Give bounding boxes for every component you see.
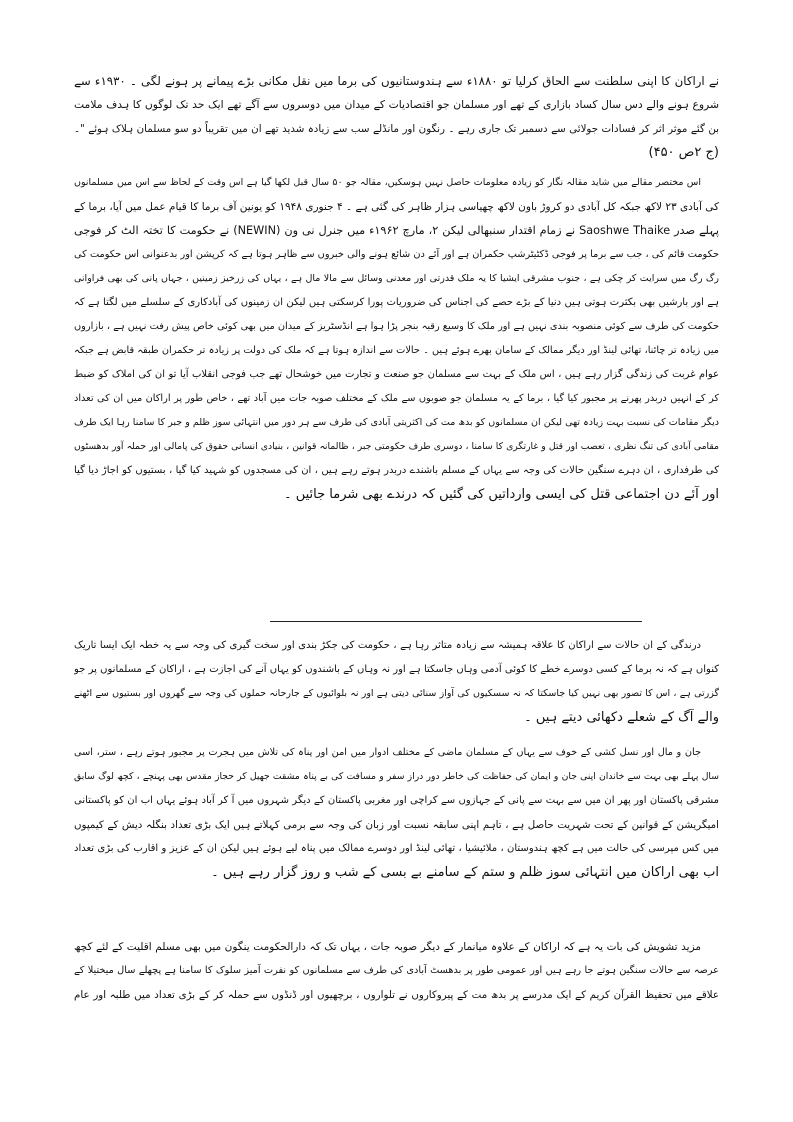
text-line: پہلے صدر Saoshwe Thaike نے زمام اقتدار سنبھالی لیکن ۲، مارچ ۱۹۶۲ء میں جنرل نی ون (NEWIN) نے حکومت کا تختہ الٹ کر فوجی (74, 224, 719, 237)
text-line: گزرتی ہے ، اس کا تصور بھی نہیں کیا جاسکتا کہ نہ سسکیوں کی آواز سنائی دیتی ہے اور نہ بلوائیوں کے جارحانہ حملوں کی وجہ سے گھروں اور بستیوں سے اٹھنے (74, 688, 719, 699)
text-line: علاقے میں تحفیظ القرآن کریم کے ایک مدرسے پر بدھ مت کے پیروکاروں نے تلواروں ، برچھیوں اور ڈنڈوں سے حملہ کر کے بڑی تعداد میں طلبہ اور عام (74, 989, 719, 1001)
text-line: حکومت کی طرف سے کوئی منصوبہ بندی نہیں ہے اور ملک کا وسیع رقبہ بنجر پڑا ہوا ہے انڈسٹریز کے میدان میں بھی کوئی خاص پیش رفت نہیں ہے ، بازاروں (74, 321, 719, 332)
text-line: میں کس مپرسی کی حالت میں ہے کچھ ہندوستان ، ملائیشیا ، تھائی لینڈ اور دوسرے ممالک میں پناہ لیے ہوئے ہیں لیکن ان کے عزیز و اقارب کی بڑی تعداد (74, 843, 719, 854)
text-line: کر کے انہیں دربدر پھرنے پر مجبور کیا گیا ، برما کے یہ مسلمان جو صوبوں سے ملک کے مختلف صوبہ جات میں آباد تھے ، خاص طور پر اراکان میں ان کی تعداد (74, 393, 719, 404)
paragraph-1 (74, 69, 719, 165)
text-line: عوام غربت کی زندگی گزار رہے ہیں ، اس ملک کے بہت سے مسلمان جو صنعت و تجارت میں خوشحال تھے جب فوجی انقلاب آیا تو ان کی املاک کو ضبط (74, 369, 719, 380)
text-line: اس مختصر مقالے میں شاید مقالہ نگار کو زیادہ معلومات حاصل نہیں ہوسکیں، مقالہ جو ۵۰ سال قبل لکھا گیا ہے اس وقت کے لحاظ سے اس میں مسلمانوں (74, 177, 701, 188)
section-divider (270, 621, 642, 622)
citation-line: (ج ۲ص ۴۵۰) (648, 145, 719, 160)
text-line: رگ رگ میں سرایت کر چکی ہے ، جنوب مشرقی ایشیا کا یہ ملک قدرتی اور معدنی وسائل سے مالا مال ہے ، یہاں کی زرخیز زمینیں ، جہاں پانی کی بھی فراوانی (74, 273, 719, 284)
text-line: اب بھی اراکان میں انتہائی سوز ظلم و ستم کے سامنے بے بسی کے شب و روز گزار رہے ہیں ۔ (211, 865, 719, 880)
text-line: والے آگ کے شعلے دکھائی دیتے ہیں ۔ (524, 710, 719, 725)
text-line: مشرقی پاکستان اور پھر ان میں سے بہت سے پانی کے جہازوں سے کراچی اور مغربی پاکستان کے دیگر شہروں میں آ کر آباد ہوئے یہاں اب ان کو پاکستانی (74, 795, 719, 806)
text-line: مقامی آبادی کی تنگ نظری ، تعصب اور قتل و غارتگری کا سامنا ، دوسری طرف حکومتی جبر ، ظالمانہ قوانین ، بنیادی انسانی حقوق کی پامالی اور حملہ آور بدھسٹوں (74, 441, 719, 452)
text-line: دیگر مقامات کی نسبت بہت زیادہ تھی لیکن ان مسلمانوں کو بدھ مت کی اکثریتی آبادی کی طرف سے ہر دور میں انتہائی سوز ظلم و جبر کا سامنا رہا ایک طرف (74, 417, 719, 428)
text-line: کنواں ہے کہ نہ برما کے کسی دوسرے خطے کا کوئی آدمی وہاں جاسکتا ہے اور نہ وہاں کے باشندوں کو یہاں آنے کی اجازت ہے ، اراکان کے مسلمانوں پر جو (74, 664, 719, 675)
text-line: شروع ہونے والے دس سال کساد بازاری کے تھے اور مسلمان جو اقتصادیات کے میدان میں دوسروں سے آگے تھے ایک حد تک لوگوں کا ہدف ملامت (74, 98, 719, 111)
text-line: ہے اور بارشیں بھی بکثرت ہوتی ہیں دنیا کے بڑے حصے کی اجناس کی ضروریات پورا کرسکتی ہیں لیکن ان زمینوں کی آبادکاری کے سلسلے میں لگتا ہے کہ (74, 297, 719, 308)
paragraph-2 (74, 171, 719, 507)
text-line: عرصہ سے حالات سنگین ہوتے جا رہے ہیں اور عمومی طور پر بدھسٹ آبادی کی طرف سے مسلمانوں کو نفرت آمیز سلوک کا سامنا ہے پچھلے سال میختیلا کے (74, 965, 719, 976)
text-line: بن گئے موثر اثر کر فسادات جولائی سے دسمبر تک جاری رہے ۔ رنگون اور مانڈلے سب سے زیادہ شدید تھے ان میں تقریباً دو سو مسلمان ہلاک ہوئے "۔ (74, 123, 719, 135)
paragraph-5 (74, 935, 719, 1007)
text-line: درندگی کے ان حالات سے اراکان کا علاقہ ہمیشہ سے زیادہ متاثر رہا ہے ، حکومت کی جکڑ بندی اور سخت گیری کی وجہ سے یہ خطہ ایک ایسا تاریک (74, 640, 701, 651)
text-line: کی آبادی ۲۳ لاکھ جبکہ کل آبادی دو کروڑ باون لاکھ چھیاسی ہزار ظاہر کی گئی ہے ۔ ۴ جنوری ۱۹۴۸ کو یونین آف برما کا قیام عمل میں آیا، برما کے (74, 201, 719, 213)
paragraph-3 (74, 634, 719, 730)
text-line: نے اراکان کا اپنی سلطنت سے الحاق کرلیا تو ۱۸۸۰ء سے ہندوستانیوں کی برما میں نقل مکانی بڑے پیمانے پر ہونے لگی ۔ ۱۹۳۰ء سے (74, 74, 719, 88)
text-line: میں زیادہ تر چائنا، تھائی لینڈ اور دیگر ممالک کے سامان بھرے ہوئے ہیں ۔ حالات سے اندازہ ہوتا ہے کہ ملک کی دولت پر زیادہ تر حکمران طبقہ قابض ہے جبکہ (74, 345, 719, 356)
text-line: حکومت قائم کی ، جب سے برما پر فوجی ڈکٹیٹرشپ حکمران ہے اور آئے دن شائع ہونے والی خبروں سے ظاہر ہوتا ہے کہ کرپشن اور بدعنوانی اس حکومت کی (74, 249, 719, 260)
text-line: امیگریشن کے قوانین کے تحت شہریت حاصل ہے ، تاہم اپنی سابقہ نسبت اور زبان کی وجہ سے برمی کہلاتے ہیں ایک بڑی تعداد بنگلہ دیش کے کیمپوں (74, 819, 719, 831)
text-line: مزید تشویش کی بات یہ ہے کہ اراکان کے علاوہ میانمار کے دیگر صوبہ جات ، یہاں تک کہ دارالحکومت ینگون میں بھی مسلم اقلیت کے لئے کچھ (74, 941, 701, 953)
text-line: اور آئے دن اجتماعی قتل کی ایسی وارداتیں کی گئیں کہ درندے بھی شرما جائیں ۔ (283, 487, 719, 502)
text-line: کی طرفداری ، ان دہرے سنگین حالات کی وجہ سے یہاں کے مسلم باشندے دربدر ہوتے رہے ہیں ، ان کی مسجدوں کو شہید کیا گیا ، بستیوں کو اجاڑ دیا گیا (74, 465, 719, 476)
text-line: جان و مال اور نسل کشی کے خوف سے یہاں کے مسلمان ماضی کے مختلف ادوار میں امن اور پناہ کی تلاش میں ہجرت پر مجبور ہوتے رہے ، ستر، اسی (74, 747, 701, 758)
text-line: سال پہلے بھی بہت سے خاندان اپنی جان و ایمان کی حفاظت کی خاطر دور دراز سفر و مسافت کی بے پناہ مشقت جھیل کر حجاز مقدس بھی پہنچے ، کچھ لوگ سابق (74, 771, 719, 782)
paragraph-4 (74, 741, 719, 885)
